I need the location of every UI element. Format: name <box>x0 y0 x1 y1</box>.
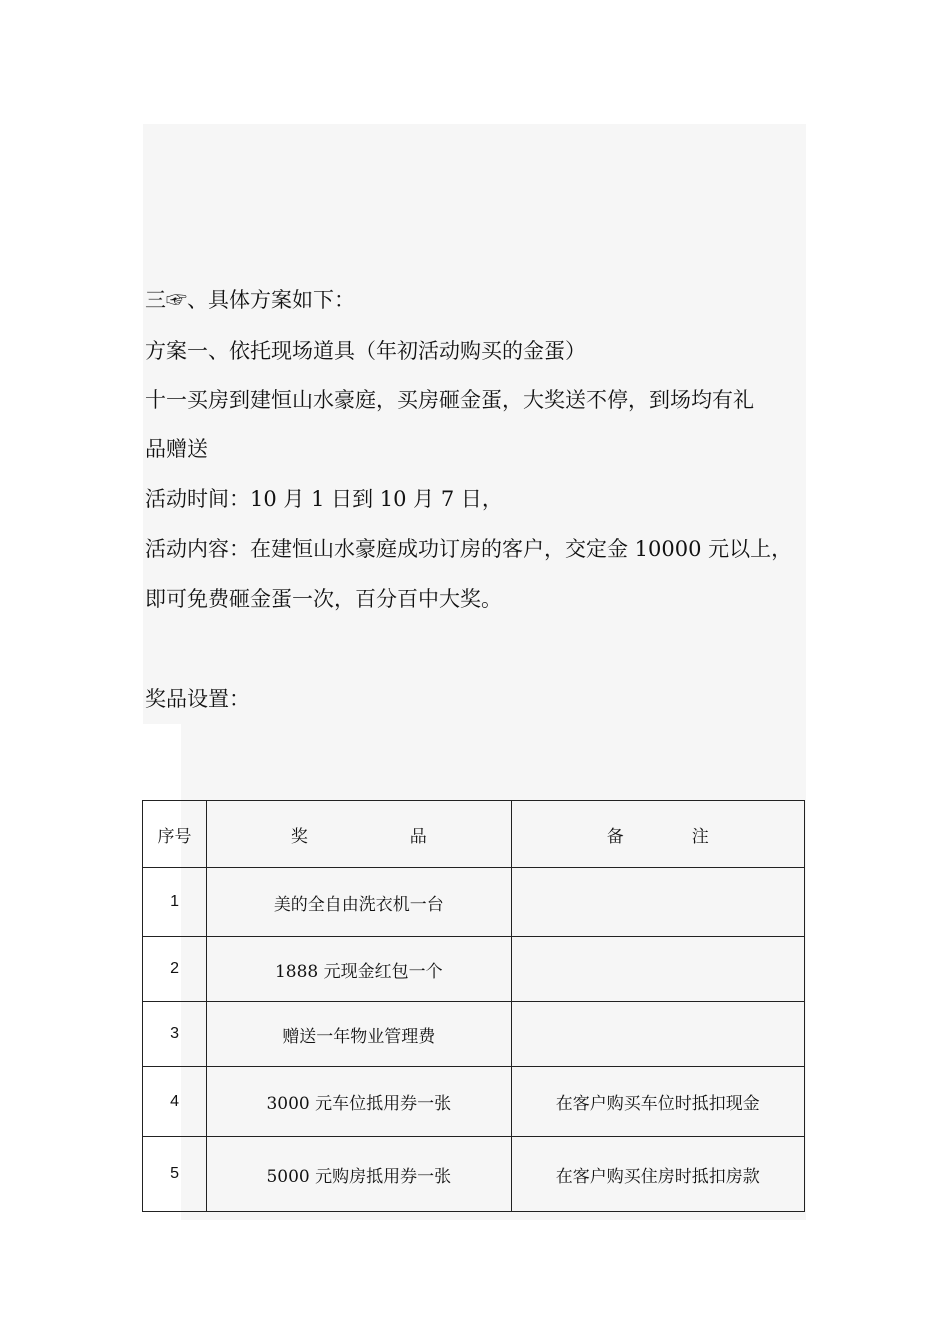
note-cell <box>511 868 804 937</box>
row-number: 2 <box>143 937 207 1002</box>
prize-cell: 1888 元现金红包一个 <box>207 937 511 1002</box>
activity-content: 活动内容：在建恒山水豪庭成功订房的客户，交定金 10000 元以上， <box>145 537 793 561</box>
prize-setting-label: 奖品设置： <box>145 687 250 711</box>
note-cell: 在客户购买住房时抵扣房款 <box>511 1137 804 1212</box>
table-row <box>143 937 805 1002</box>
activity-time: 活动时间：10 月 1 日到 10 月 7 日， <box>145 487 503 511</box>
row-number: 3 <box>143 1002 207 1067</box>
row-number: 5 <box>143 1137 207 1212</box>
background-shading <box>143 124 806 724</box>
slogan-line: 品赠送 <box>145 437 208 461</box>
table-header-row <box>143 801 805 868</box>
table-row <box>143 868 805 937</box>
column-header-number: 序号 <box>143 801 207 868</box>
column-header-prize: 奖 品 <box>207 801 511 868</box>
note-cell <box>511 937 804 1002</box>
note-cell <box>511 1002 804 1067</box>
prize-cell: 美的全自由洗衣机一台 <box>207 868 511 937</box>
note-cell: 在客户购买车位时抵扣现金 <box>511 1067 804 1137</box>
table-row <box>143 1067 805 1137</box>
activity-content: 即可免费砸金蛋一次，百分百中大奖。 <box>145 587 502 611</box>
prize-cell: 3000 元车位抵用券一张 <box>207 1067 511 1137</box>
prize-cell: 5000 元购房抵用券一张 <box>207 1137 511 1212</box>
row-number: 4 <box>143 1067 207 1137</box>
section-heading: 三☞、具体方案如下： <box>145 288 355 312</box>
table-row <box>143 1137 805 1212</box>
table-row <box>143 1002 805 1067</box>
prize-table <box>142 800 805 1212</box>
row-number: 1 <box>143 868 207 937</box>
column-header-note: 备 注 <box>511 801 804 868</box>
plan-title: 方案一、依托现场道具（年初活动购买的金蛋） <box>145 339 586 363</box>
slogan-line: 十一买房到建恒山水豪庭，买房砸金蛋，大奖送不停，到场均有礼 <box>145 388 754 412</box>
prize-cell: 赠送一年物业管理费 <box>207 1002 511 1067</box>
